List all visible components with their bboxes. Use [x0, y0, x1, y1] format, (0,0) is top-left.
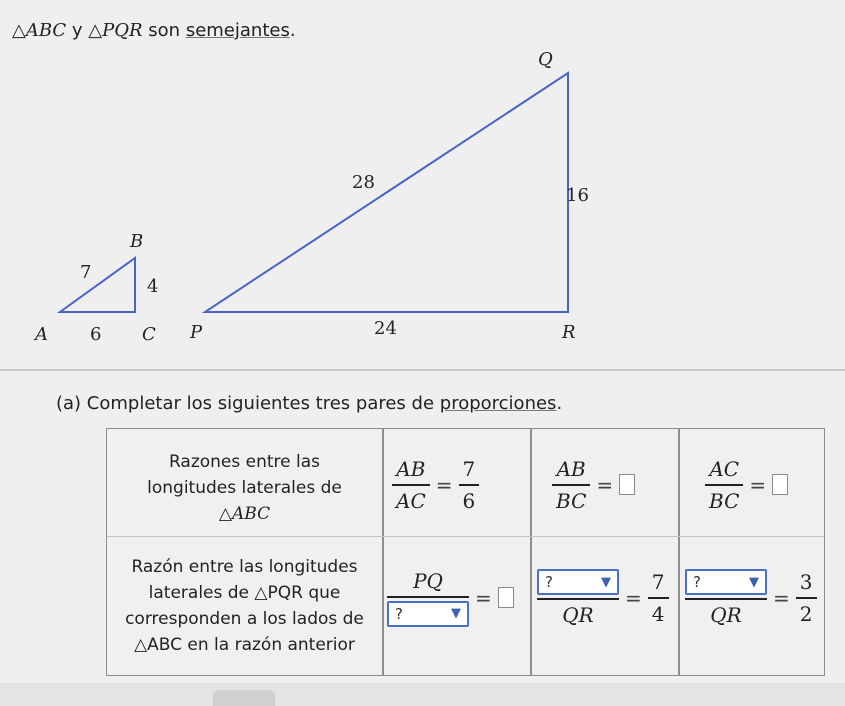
- vertex-b-label: B: [130, 231, 144, 252]
- vertex-a-label: A: [35, 324, 48, 345]
- similar-link[interactable]: semejantes: [185, 20, 290, 41]
- ratio-pq-select: PQ ? ▼ =: [387, 569, 514, 627]
- side-pr-label: 24: [374, 318, 397, 339]
- triangle-pqr-name: △PQR: [88, 20, 143, 41]
- ratio-ab-ac: $\frac{AB}{AC}$ = $\frac{7}{6}$: [392, 457, 479, 513]
- side-bc-label: 4: [147, 276, 159, 297]
- answer-box-ac-bc[interactable]: [772, 474, 788, 495]
- answer-box-pq[interactable]: [498, 587, 514, 608]
- statement-are: son: [142, 20, 186, 41]
- denominator-dropdown-pq[interactable]: ? ▼: [387, 601, 469, 627]
- part-a-instruction: (a) Completar los siguientes tres pares de proporciones.: [56, 393, 563, 414]
- ratio-ab-bc: $\frac{AB}{BC}$ =: [552, 457, 635, 513]
- statement-and: y: [66, 20, 89, 41]
- dropdown-arrow-icon: ▼: [451, 606, 461, 621]
- triangle-pqr: [205, 73, 568, 312]
- triangles-figure: [0, 40, 640, 360]
- proportions-table: [106, 428, 825, 676]
- vertex-c-label: C: [142, 324, 156, 345]
- numerator-dropdown-qr-1[interactable]: ? ▼: [537, 569, 619, 595]
- section-divider: [0, 369, 845, 371]
- row2-label: Razón entre las longitudes laterales de △PQR que corresponden a los lados de △ABC en la razón anterior: [125, 557, 364, 655]
- ratio-select-qr-7-4: ? ▼ QR = $\frac{7}{4}$: [537, 569, 669, 627]
- vertex-r-label: R: [562, 322, 576, 343]
- ratio-ac-bc: $\frac{AC}{BC}$ =: [705, 457, 788, 513]
- bottom-toolbar: [0, 683, 845, 706]
- proportions-link[interactable]: proporciones: [439, 393, 557, 414]
- numerator-dropdown-qr-2[interactable]: ? ▼: [685, 569, 767, 595]
- ratio-select-qr-3-2: ? ▼ QR = $\frac{3}{2}$: [685, 569, 817, 627]
- dropdown-arrow-icon: ▼: [601, 574, 611, 590]
- side-qr-label: 16: [566, 185, 589, 206]
- row1-label: Razones entre las longitudes laterales de △ABC: [147, 452, 342, 524]
- side-pq-label: 28: [352, 172, 375, 193]
- problem-statement: △ABC y △PQR son semejantes.: [12, 20, 296, 41]
- vertex-q-label: Q: [538, 49, 553, 70]
- answer-box-ab-bc[interactable]: [619, 474, 635, 495]
- side-ac-label: 6: [90, 324, 102, 345]
- vertex-p-label: P: [190, 322, 203, 343]
- bottom-tab[interactable]: [213, 690, 275, 706]
- triangle-abc: [60, 258, 135, 312]
- dropdown-arrow-icon: ▼: [749, 574, 759, 590]
- triangle-abc-name: △ABC: [12, 20, 67, 41]
- side-ab-label: 7: [80, 262, 92, 283]
